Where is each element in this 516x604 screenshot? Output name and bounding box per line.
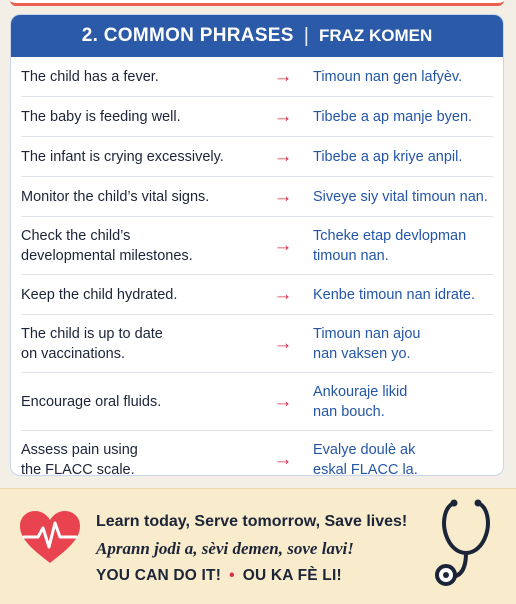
english-phrase: Monitor the child’s vital signs. <box>21 188 210 205</box>
english-phrase: Keep the child hydrated. <box>21 286 178 303</box>
english-phrase: Check the child’s developmental milestones. <box>21 227 193 264</box>
english-phrase: The baby is feeding well. <box>21 108 181 125</box>
phrase-row <box>21 97 493 137</box>
creole-phrase: Tcheke etap devlopman timoun nan. <box>313 227 467 264</box>
phrase-row <box>21 137 493 177</box>
motivation-banner <box>0 488 516 604</box>
bullet-dot: • <box>229 567 235 584</box>
banner-slogan-english: Learn today, Serve tomorrow, Save lives! <box>96 513 408 530</box>
phrase-row <box>21 315 493 373</box>
section-subtitle: FRAZ KOMEN <box>318 26 433 45</box>
english-phrase: The child has a fever. <box>21 68 159 85</box>
phrase-row <box>21 275 493 315</box>
arrow-right-icon: → <box>273 145 293 167</box>
arrow-right-icon: → <box>273 332 293 354</box>
phrase-row <box>21 431 493 476</box>
arrow-right-icon: → <box>273 234 293 256</box>
section-title: 2. COMMON PHRASES <box>81 25 294 46</box>
phrase-row <box>21 217 493 275</box>
banner-slogan-creole: Aprann jodi a, sèvi demen, sove lavi! <box>96 539 354 558</box>
arrow-right-icon: → <box>273 283 293 305</box>
creole-phrase: Tibebe a ap kriye anpil. <box>313 148 463 165</box>
phrase-row <box>21 57 493 97</box>
creole-phrase: Timoun nan gen lafyèv. <box>313 68 463 85</box>
common-phrases-card <box>10 14 504 476</box>
phrase-row <box>21 373 493 431</box>
creole-phrase: Tibebe a ap manje byen. <box>313 108 473 125</box>
creole-phrase: Evalye doulè ak eskal FLACC la. <box>313 442 418 476</box>
creole-phrase: Timoun nan ajou nan vaksen yo. <box>313 325 421 362</box>
creole-phrase: Siveye siy vital timoun nan. <box>313 188 488 205</box>
arrow-right-icon: → <box>273 105 293 127</box>
arrow-right-icon: → <box>273 65 293 87</box>
previous-section-edge <box>10 0 504 6</box>
english-phrase: Assess pain using the FLACC scale. <box>21 442 138 476</box>
english-phrase: The child is up to date on vaccinations. <box>21 325 163 362</box>
phrase-row <box>21 177 493 217</box>
encouragement-english: YOU CAN DO IT! <box>96 567 222 584</box>
creole-phrase: Ankouraje likid nan bouch. <box>313 383 408 420</box>
creole-phrase: Kenbe timoun nan idrate. <box>313 286 476 303</box>
encouragement-creole: OU KA FÈ LI! <box>242 567 342 584</box>
title-separator: | <box>303 24 309 47</box>
english-phrase: Encourage oral fluids. <box>21 393 162 410</box>
stethoscope-icon <box>432 497 508 589</box>
arrow-right-icon: → <box>273 449 293 470</box>
banner-encouragement <box>96 567 426 585</box>
english-phrase: The infant is crying excessively. <box>21 148 224 165</box>
phrase-list <box>11 57 503 476</box>
section-header <box>11 15 503 57</box>
heart-ecg-icon <box>18 509 82 567</box>
arrow-right-icon: → <box>273 185 293 207</box>
arrow-right-icon: → <box>273 390 293 412</box>
